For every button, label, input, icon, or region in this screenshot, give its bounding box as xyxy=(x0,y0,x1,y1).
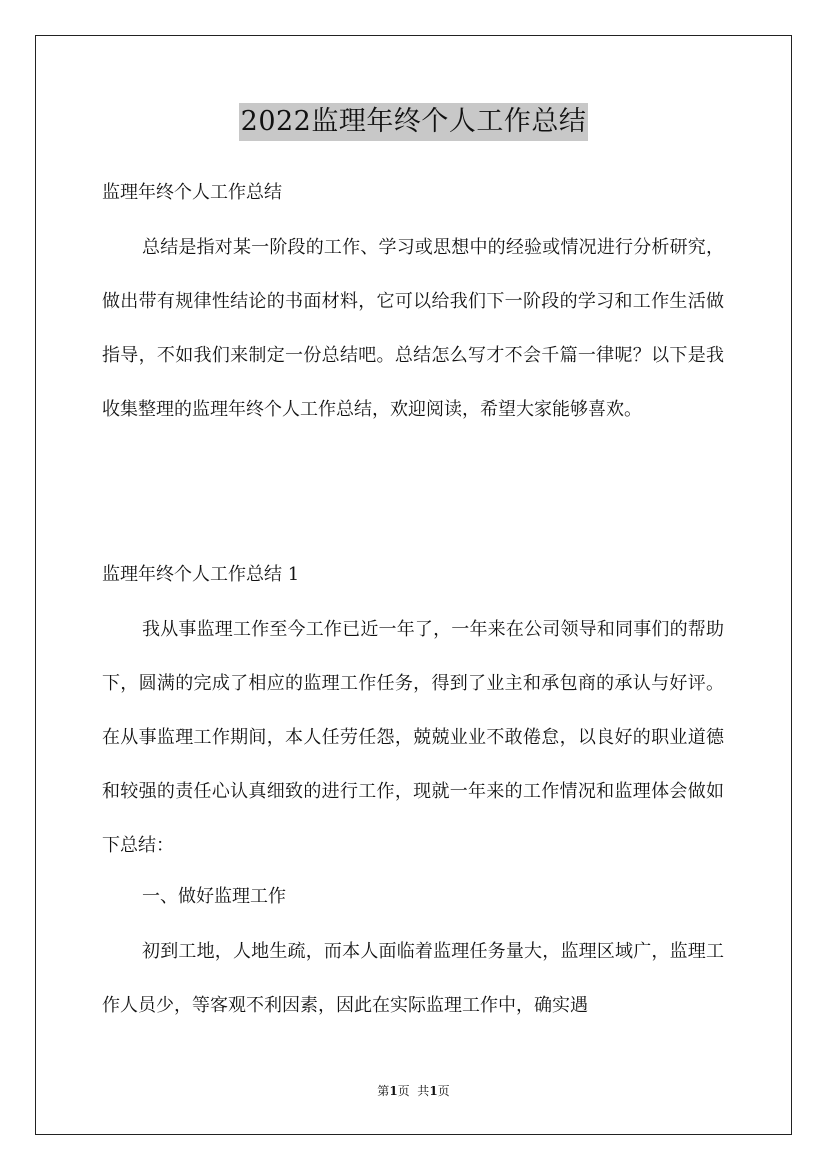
section-heading-1: 一、做好监理工作 xyxy=(142,886,286,907)
body-paragraph-1: 我从事监理工作至今工作已近一年了，一年来在公司领导和同事们的帮助下，圆满的完成了相应的监理工作任务，得到了业主和承包商的承认与好评。在从事监理工作期间，本人任劳任怨，兢兢业业不敢倦怠，以良好的职业道德和较强的责任心认真细致的进行工作，现就一年来的工作情况和监理体会做如下总结： xyxy=(102,619,724,856)
footer-page-mid: 页 共 xyxy=(397,1084,430,1098)
footer-page-current: 1 xyxy=(389,1084,398,1098)
intro-paragraph: 总结是指对某一阶段的工作、学习或思想中的经验或情况进行分析研究，做出带有规律性结论的书面材料，它可以给我们下一阶段的学习和工作生活做指导，不如我们来制定一份总结吧。总结怎么写才不会千篇一律呢？以下是我收集整理的监理年终个人工作总结，欢迎阅读，希望大家能够喜欢。 xyxy=(102,237,724,420)
page-footer xyxy=(0,1083,827,1099)
document-title: 2022监理年终个人工作总结 xyxy=(239,103,589,141)
title-container xyxy=(0,103,827,141)
footer-page-suffix: 页 xyxy=(437,1084,450,1098)
heading-section-1: 监理年终个人工作总结 1 xyxy=(102,564,300,585)
body-paragraph-2: 初到工地，人地生疏，而本人面临着监理任务量大，监理区域广，监理工作人员少，等客观不利因素，因此在实际监理工作中，确实遇 xyxy=(102,941,724,1016)
footer-page-total: 1 xyxy=(429,1084,438,1098)
footer-page-prefix: 第 xyxy=(377,1084,390,1098)
heading-intro: 监理年终个人工作总结 xyxy=(102,182,282,203)
